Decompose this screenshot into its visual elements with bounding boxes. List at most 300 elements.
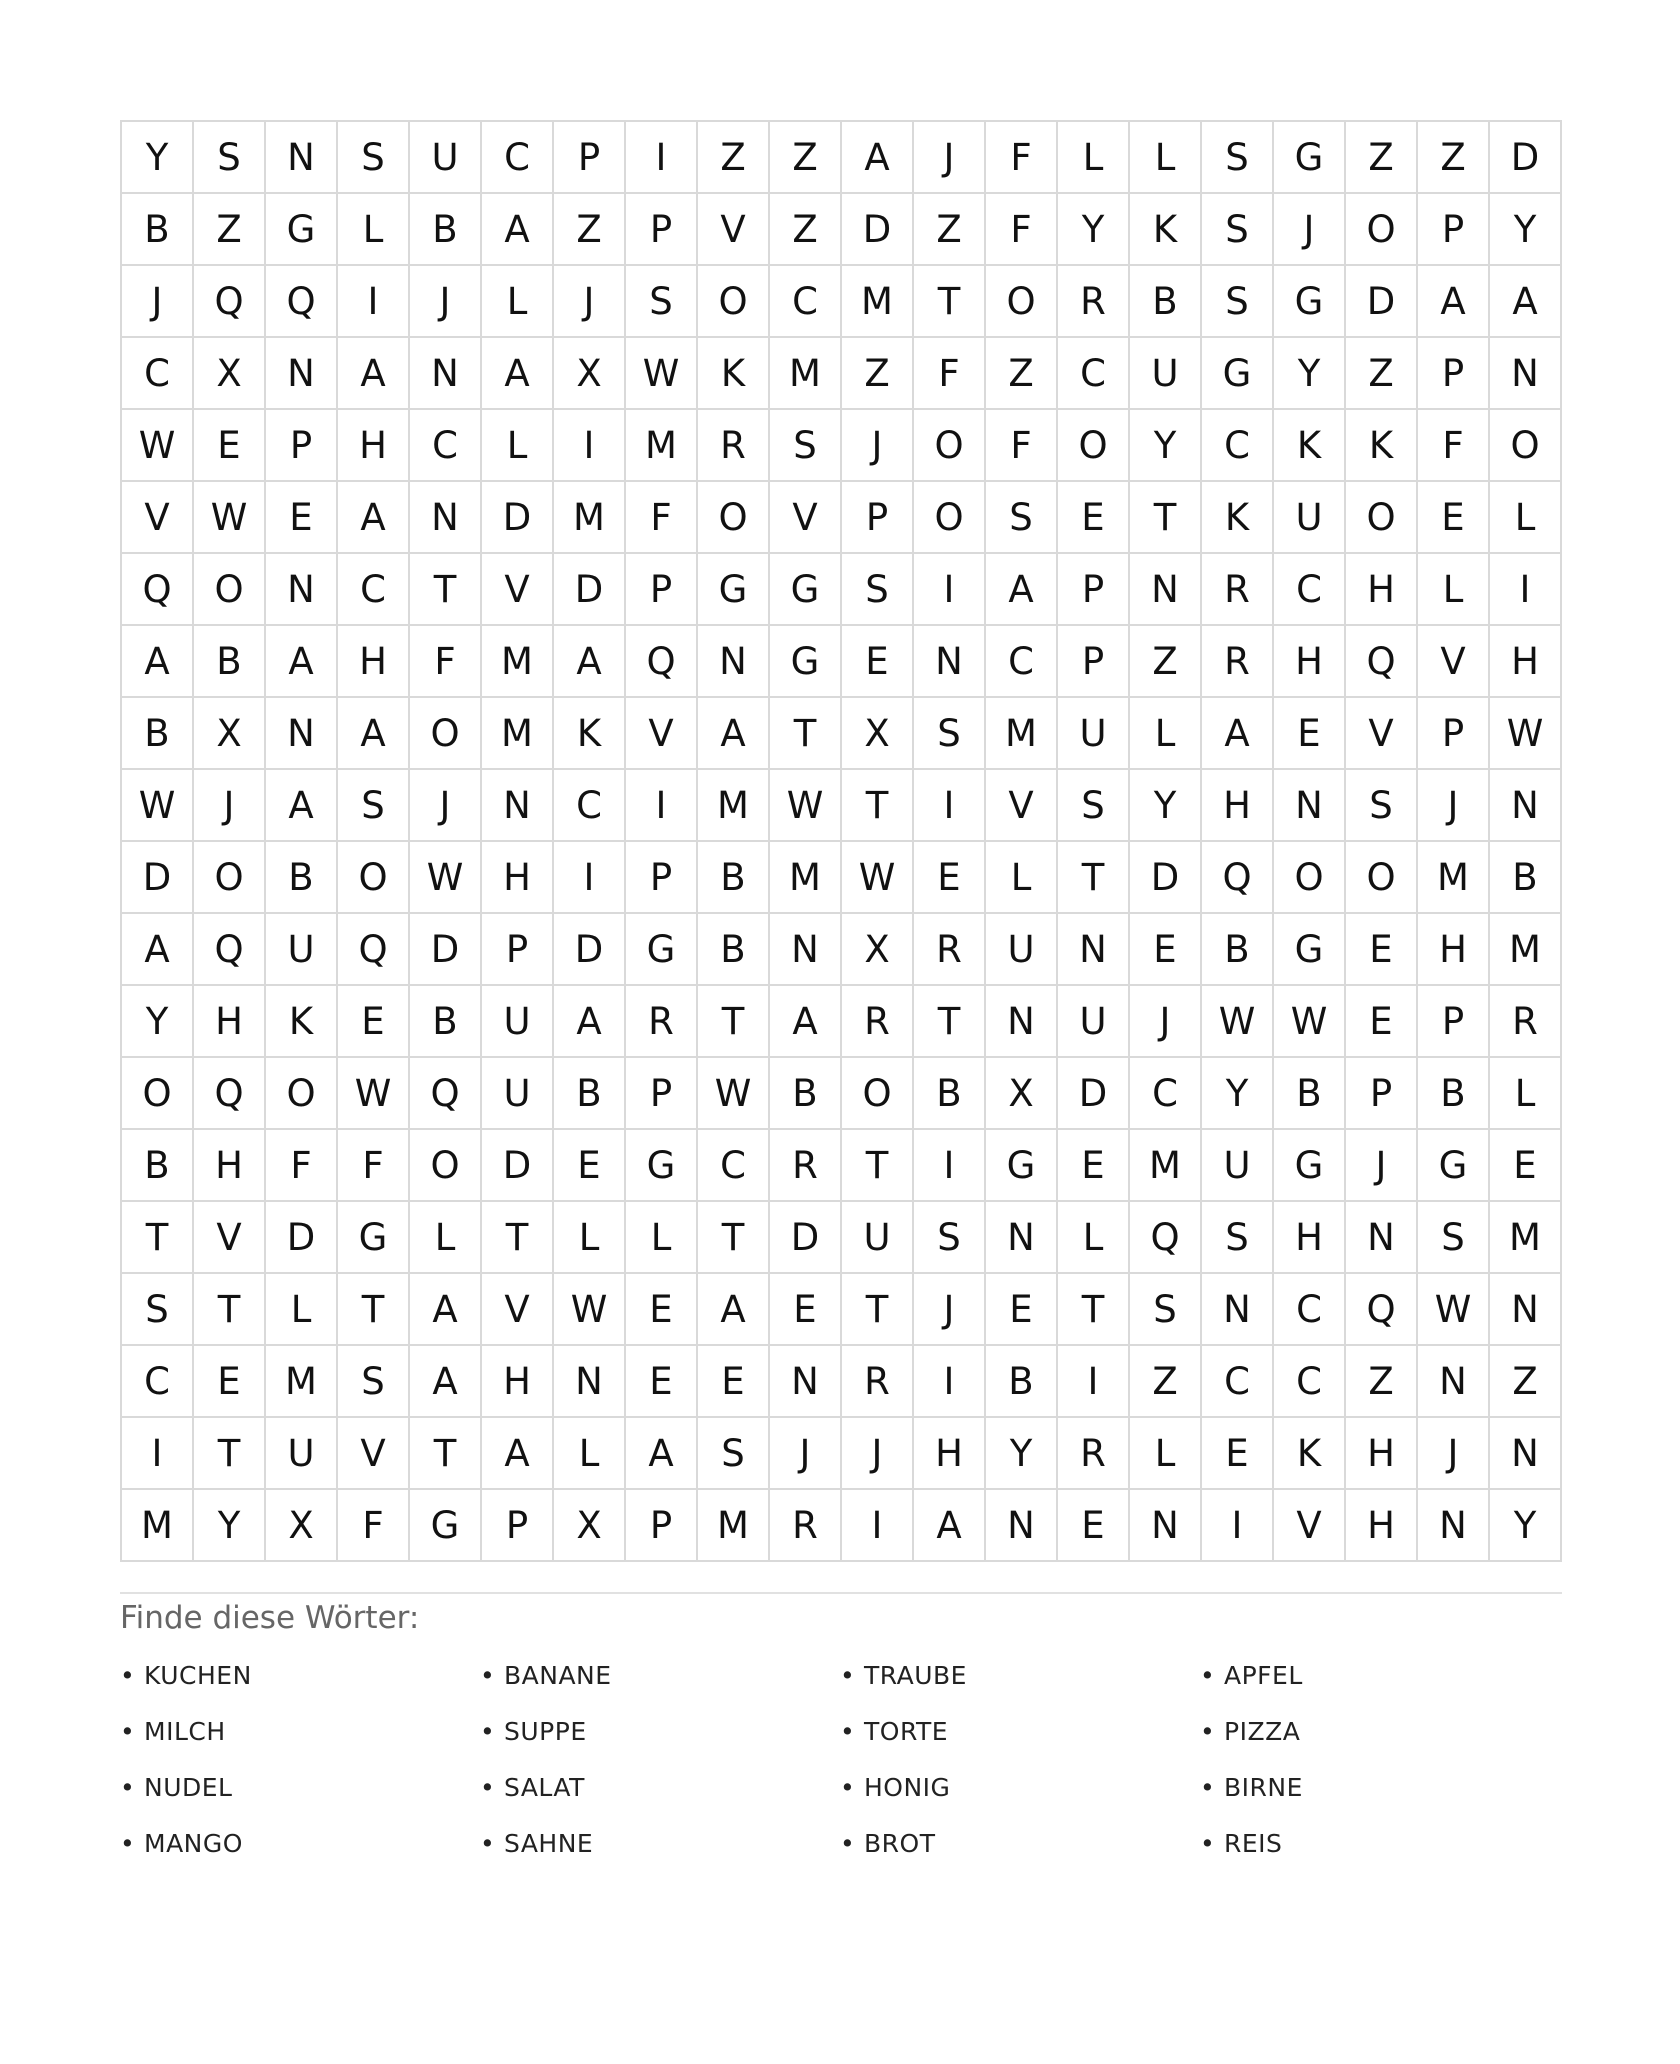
grid-cell[interactable]: P	[626, 1058, 698, 1130]
grid-cell[interactable]: Q	[194, 1058, 266, 1130]
grid-cell[interactable]: Y	[122, 122, 194, 194]
grid-cell[interactable]: R	[770, 1490, 842, 1562]
grid-cell[interactable]: N	[1490, 770, 1562, 842]
grid-cell[interactable]: B	[410, 194, 482, 266]
grid-cell[interactable]: U	[986, 914, 1058, 986]
grid-cell[interactable]: J	[122, 266, 194, 338]
grid-cell[interactable]: S	[1130, 1274, 1202, 1346]
grid-cell[interactable]: E	[1058, 1130, 1130, 1202]
grid-cell[interactable]: N	[1058, 914, 1130, 986]
grid-cell[interactable]: B	[554, 1058, 626, 1130]
grid-cell[interactable]: C	[122, 338, 194, 410]
grid-cell[interactable]: S	[1058, 770, 1130, 842]
grid-cell[interactable]: Y	[1202, 1058, 1274, 1130]
grid-cell[interactable]: K	[1130, 194, 1202, 266]
grid-cell[interactable]: Z	[1130, 1346, 1202, 1418]
grid-cell[interactable]: Y	[194, 1490, 266, 1562]
grid-cell[interactable]: P	[1418, 194, 1490, 266]
grid-cell[interactable]: C	[1274, 1274, 1346, 1346]
grid-cell[interactable]: S	[338, 770, 410, 842]
grid-cell[interactable]: G	[626, 1130, 698, 1202]
grid-cell[interactable]: A	[266, 770, 338, 842]
grid-cell[interactable]: A	[626, 1418, 698, 1490]
grid-cell[interactable]: R	[1058, 1418, 1130, 1490]
grid-cell[interactable]: Z	[1346, 338, 1418, 410]
grid-cell[interactable]: L	[626, 1202, 698, 1274]
grid-cell[interactable]: H	[338, 626, 410, 698]
grid-cell[interactable]: A	[842, 122, 914, 194]
grid-cell[interactable]: N	[770, 914, 842, 986]
grid-cell[interactable]: M	[122, 1490, 194, 1562]
grid-cell[interactable]: D	[266, 1202, 338, 1274]
grid-cell[interactable]: P	[1418, 986, 1490, 1058]
grid-cell[interactable]: I	[914, 770, 986, 842]
grid-cell[interactable]: S	[122, 1274, 194, 1346]
grid-cell[interactable]: L	[1058, 1202, 1130, 1274]
grid-cell[interactable]: A	[338, 482, 410, 554]
grid-cell[interactable]: O	[266, 1058, 338, 1130]
grid-cell[interactable]: B	[1130, 266, 1202, 338]
grid-cell[interactable]: P	[482, 914, 554, 986]
grid-cell[interactable]: S	[1346, 770, 1418, 842]
grid-cell[interactable]: E	[698, 1346, 770, 1418]
grid-cell[interactable]: Q	[122, 554, 194, 626]
grid-cell[interactable]: A	[482, 1418, 554, 1490]
grid-cell[interactable]: C	[1274, 554, 1346, 626]
grid-cell[interactable]: C	[482, 122, 554, 194]
grid-cell[interactable]: X	[266, 1490, 338, 1562]
grid-cell[interactable]: Q	[1346, 1274, 1418, 1346]
grid-cell[interactable]: D	[770, 1202, 842, 1274]
grid-cell[interactable]: G	[986, 1130, 1058, 1202]
grid-cell[interactable]: L	[1130, 1418, 1202, 1490]
grid-cell[interactable]: L	[1490, 482, 1562, 554]
grid-cell[interactable]: Z	[914, 194, 986, 266]
grid-cell[interactable]: F	[626, 482, 698, 554]
grid-cell[interactable]: A	[338, 338, 410, 410]
grid-cell[interactable]: A	[914, 1490, 986, 1562]
grid-cell[interactable]: W	[338, 1058, 410, 1130]
grid-cell[interactable]: I	[1202, 1490, 1274, 1562]
grid-cell[interactable]: J	[1274, 194, 1346, 266]
grid-cell[interactable]: S	[842, 554, 914, 626]
grid-cell[interactable]: U	[1130, 338, 1202, 410]
grid-cell[interactable]: N	[1490, 1274, 1562, 1346]
grid-cell[interactable]: Q	[194, 914, 266, 986]
grid-cell[interactable]: J	[914, 122, 986, 194]
grid-cell[interactable]: V	[338, 1418, 410, 1490]
grid-cell[interactable]: I	[626, 122, 698, 194]
grid-cell[interactable]: O	[410, 1130, 482, 1202]
grid-cell[interactable]: Y	[986, 1418, 1058, 1490]
grid-cell[interactable]: L	[554, 1202, 626, 1274]
grid-cell[interactable]: E	[1058, 482, 1130, 554]
grid-cell[interactable]: N	[1130, 1490, 1202, 1562]
grid-cell[interactable]: B	[914, 1058, 986, 1130]
grid-cell[interactable]: B	[194, 626, 266, 698]
grid-cell[interactable]: Y	[1274, 338, 1346, 410]
grid-cell[interactable]: I	[626, 770, 698, 842]
grid-cell[interactable]: S	[1202, 194, 1274, 266]
grid-cell[interactable]: R	[770, 1130, 842, 1202]
grid-cell[interactable]: T	[842, 1130, 914, 1202]
grid-cell[interactable]: A	[986, 554, 1058, 626]
grid-cell[interactable]: G	[338, 1202, 410, 1274]
grid-cell[interactable]: W	[1490, 698, 1562, 770]
grid-cell[interactable]: B	[698, 842, 770, 914]
grid-cell[interactable]: M	[1490, 914, 1562, 986]
grid-cell[interactable]: T	[1058, 1274, 1130, 1346]
grid-cell[interactable]: C	[338, 554, 410, 626]
grid-cell[interactable]: V	[626, 698, 698, 770]
grid-cell[interactable]: D	[122, 842, 194, 914]
grid-cell[interactable]: O	[122, 1058, 194, 1130]
grid-cell[interactable]: D	[482, 1130, 554, 1202]
grid-cell[interactable]: B	[698, 914, 770, 986]
grid-cell[interactable]: O	[194, 842, 266, 914]
grid-cell[interactable]: O	[1490, 410, 1562, 482]
grid-cell[interactable]: N	[1418, 1346, 1490, 1418]
grid-cell[interactable]: U	[266, 914, 338, 986]
grid-cell[interactable]: J	[410, 770, 482, 842]
grid-cell[interactable]: J	[194, 770, 266, 842]
grid-cell[interactable]: L	[1130, 122, 1202, 194]
grid-cell[interactable]: B	[1418, 1058, 1490, 1130]
grid-cell[interactable]: T	[770, 698, 842, 770]
grid-cell[interactable]: F	[986, 194, 1058, 266]
grid-cell[interactable]: M	[482, 626, 554, 698]
grid-cell[interactable]: M	[266, 1346, 338, 1418]
grid-cell[interactable]: N	[1490, 1418, 1562, 1490]
grid-cell[interactable]: R	[1202, 626, 1274, 698]
grid-cell[interactable]: Z	[1346, 122, 1418, 194]
grid-cell[interactable]: N	[1202, 1274, 1274, 1346]
grid-cell[interactable]: N	[1346, 1202, 1418, 1274]
grid-cell[interactable]: O	[338, 842, 410, 914]
grid-cell[interactable]: U	[1058, 698, 1130, 770]
grid-cell[interactable]: T	[698, 1202, 770, 1274]
grid-cell[interactable]: Q	[338, 914, 410, 986]
grid-cell[interactable]: L	[1418, 554, 1490, 626]
grid-cell[interactable]: T	[410, 1418, 482, 1490]
grid-cell[interactable]: W	[1274, 986, 1346, 1058]
grid-cell[interactable]: T	[1058, 842, 1130, 914]
grid-cell[interactable]: M	[842, 266, 914, 338]
grid-cell[interactable]: A	[554, 986, 626, 1058]
grid-cell[interactable]: N	[410, 482, 482, 554]
grid-cell[interactable]: I	[914, 554, 986, 626]
grid-cell[interactable]: X	[194, 698, 266, 770]
grid-cell[interactable]: N	[1418, 1490, 1490, 1562]
grid-cell[interactable]: G	[770, 626, 842, 698]
grid-cell[interactable]: N	[410, 338, 482, 410]
grid-cell[interactable]: C	[410, 410, 482, 482]
grid-cell[interactable]: P	[842, 482, 914, 554]
grid-cell[interactable]: N	[986, 1202, 1058, 1274]
grid-cell[interactable]: B	[1202, 914, 1274, 986]
grid-cell[interactable]: P	[626, 842, 698, 914]
grid-cell[interactable]: A	[482, 194, 554, 266]
grid-cell[interactable]: E	[194, 1346, 266, 1418]
grid-cell[interactable]: P	[1058, 554, 1130, 626]
grid-cell[interactable]: W	[1202, 986, 1274, 1058]
grid-cell[interactable]: I	[1490, 554, 1562, 626]
grid-cell[interactable]: G	[626, 914, 698, 986]
grid-cell[interactable]: F	[338, 1490, 410, 1562]
grid-cell[interactable]: O	[914, 482, 986, 554]
grid-cell[interactable]: T	[842, 1274, 914, 1346]
grid-cell[interactable]: N	[266, 338, 338, 410]
grid-cell[interactable]: G	[1274, 266, 1346, 338]
grid-cell[interactable]: H	[1346, 1490, 1418, 1562]
grid-cell[interactable]: Q	[1202, 842, 1274, 914]
grid-cell[interactable]: Y	[1490, 194, 1562, 266]
grid-cell[interactable]: D	[410, 914, 482, 986]
grid-cell[interactable]: W	[1418, 1274, 1490, 1346]
grid-cell[interactable]: Z	[1490, 1346, 1562, 1418]
grid-cell[interactable]: M	[1418, 842, 1490, 914]
grid-cell[interactable]: Y	[1490, 1490, 1562, 1562]
grid-cell[interactable]: I	[1058, 1346, 1130, 1418]
grid-cell[interactable]: S	[1202, 1202, 1274, 1274]
grid-cell[interactable]: G	[266, 194, 338, 266]
grid-cell[interactable]: Z	[554, 194, 626, 266]
grid-cell[interactable]: W	[554, 1274, 626, 1346]
grid-cell[interactable]: F	[986, 410, 1058, 482]
grid-cell[interactable]: B	[122, 1130, 194, 1202]
grid-cell[interactable]: X	[842, 914, 914, 986]
grid-cell[interactable]: F	[914, 338, 986, 410]
grid-cell[interactable]: J	[914, 1274, 986, 1346]
grid-cell[interactable]: G	[698, 554, 770, 626]
grid-cell[interactable]: V	[770, 482, 842, 554]
grid-cell[interactable]: B	[770, 1058, 842, 1130]
grid-cell[interactable]: O	[1346, 194, 1418, 266]
grid-cell[interactable]: Z	[1346, 1346, 1418, 1418]
grid-cell[interactable]: P	[482, 1490, 554, 1562]
grid-cell[interactable]: D	[554, 914, 626, 986]
grid-cell[interactable]: B	[122, 194, 194, 266]
grid-cell[interactable]: C	[1130, 1058, 1202, 1130]
grid-cell[interactable]: V	[698, 194, 770, 266]
grid-cell[interactable]: C	[986, 626, 1058, 698]
grid-cell[interactable]: Q	[1130, 1202, 1202, 1274]
grid-cell[interactable]: F	[1418, 410, 1490, 482]
grid-cell[interactable]: N	[986, 986, 1058, 1058]
grid-cell[interactable]: E	[554, 1130, 626, 1202]
grid-cell[interactable]: T	[914, 266, 986, 338]
grid-cell[interactable]: X	[554, 338, 626, 410]
grid-cell[interactable]: P	[266, 410, 338, 482]
grid-cell[interactable]: C	[122, 1346, 194, 1418]
grid-cell[interactable]: I	[842, 1490, 914, 1562]
grid-cell[interactable]: U	[482, 986, 554, 1058]
grid-cell[interactable]: S	[914, 1202, 986, 1274]
grid-cell[interactable]: E	[1346, 986, 1418, 1058]
grid-cell[interactable]: N	[914, 626, 986, 698]
grid-cell[interactable]: Y	[1130, 770, 1202, 842]
grid-cell[interactable]: J	[842, 410, 914, 482]
grid-cell[interactable]: G	[1274, 914, 1346, 986]
grid-cell[interactable]: S	[986, 482, 1058, 554]
grid-cell[interactable]: C	[1058, 338, 1130, 410]
grid-cell[interactable]: N	[554, 1346, 626, 1418]
grid-cell[interactable]: K	[698, 338, 770, 410]
grid-cell[interactable]: P	[1058, 626, 1130, 698]
grid-cell[interactable]: N	[770, 1346, 842, 1418]
grid-cell[interactable]: T	[410, 554, 482, 626]
grid-cell[interactable]: F	[338, 1130, 410, 1202]
grid-cell[interactable]: L	[338, 194, 410, 266]
grid-cell[interactable]: X	[554, 1490, 626, 1562]
grid-cell[interactable]: P	[626, 554, 698, 626]
grid-cell[interactable]: M	[554, 482, 626, 554]
grid-cell[interactable]: X	[986, 1058, 1058, 1130]
grid-cell[interactable]: L	[482, 410, 554, 482]
grid-cell[interactable]: E	[266, 482, 338, 554]
grid-cell[interactable]: H	[194, 1130, 266, 1202]
grid-cell[interactable]: P	[554, 122, 626, 194]
grid-cell[interactable]: D	[842, 194, 914, 266]
grid-cell[interactable]: J	[410, 266, 482, 338]
grid-cell[interactable]: Y	[1058, 194, 1130, 266]
grid-cell[interactable]: V	[1346, 698, 1418, 770]
grid-cell[interactable]: E	[1346, 914, 1418, 986]
grid-cell[interactable]: N	[482, 770, 554, 842]
grid-cell[interactable]: M	[770, 842, 842, 914]
grid-cell[interactable]: A	[338, 698, 410, 770]
grid-cell[interactable]: Q	[410, 1058, 482, 1130]
grid-cell[interactable]: M	[986, 698, 1058, 770]
grid-cell[interactable]: L	[554, 1418, 626, 1490]
grid-cell[interactable]: H	[1490, 626, 1562, 698]
grid-cell[interactable]: D	[1130, 842, 1202, 914]
grid-cell[interactable]: M	[1490, 1202, 1562, 1274]
grid-cell[interactable]: C	[770, 266, 842, 338]
grid-cell[interactable]: A	[698, 698, 770, 770]
grid-cell[interactable]: C	[698, 1130, 770, 1202]
grid-cell[interactable]: L	[1130, 698, 1202, 770]
grid-cell[interactable]: H	[1274, 1202, 1346, 1274]
grid-cell[interactable]: O	[194, 554, 266, 626]
grid-cell[interactable]: E	[1418, 482, 1490, 554]
grid-cell[interactable]: M	[1130, 1130, 1202, 1202]
grid-cell[interactable]: O	[698, 482, 770, 554]
grid-cell[interactable]: O	[698, 266, 770, 338]
grid-cell[interactable]: J	[770, 1418, 842, 1490]
grid-cell[interactable]: Z	[770, 122, 842, 194]
grid-cell[interactable]: A	[1418, 266, 1490, 338]
grid-cell[interactable]: V	[986, 770, 1058, 842]
grid-cell[interactable]: D	[1346, 266, 1418, 338]
grid-cell[interactable]: I	[554, 842, 626, 914]
grid-cell[interactable]: S	[1202, 266, 1274, 338]
grid-cell[interactable]: H	[482, 1346, 554, 1418]
grid-cell[interactable]: M	[482, 698, 554, 770]
grid-cell[interactable]: B	[1490, 842, 1562, 914]
grid-cell[interactable]: U	[1274, 482, 1346, 554]
grid-cell[interactable]: E	[986, 1274, 1058, 1346]
grid-cell[interactable]: A	[410, 1346, 482, 1418]
grid-cell[interactable]: W	[698, 1058, 770, 1130]
grid-cell[interactable]: E	[194, 410, 266, 482]
grid-cell[interactable]: B	[986, 1346, 1058, 1418]
grid-cell[interactable]: Q	[194, 266, 266, 338]
grid-cell[interactable]: L	[410, 1202, 482, 1274]
grid-cell[interactable]: A	[698, 1274, 770, 1346]
grid-cell[interactable]: Z	[1130, 626, 1202, 698]
grid-cell[interactable]: X	[842, 698, 914, 770]
grid-cell[interactable]: Y	[1130, 410, 1202, 482]
grid-cell[interactable]: L	[266, 1274, 338, 1346]
grid-cell[interactable]: B	[266, 842, 338, 914]
grid-cell[interactable]: Z	[194, 194, 266, 266]
grid-cell[interactable]: N	[698, 626, 770, 698]
grid-cell[interactable]: E	[626, 1274, 698, 1346]
grid-cell[interactable]: Z	[842, 338, 914, 410]
grid-cell[interactable]: U	[1058, 986, 1130, 1058]
grid-cell[interactable]: J	[1418, 1418, 1490, 1490]
grid-cell[interactable]: P	[1418, 698, 1490, 770]
grid-cell[interactable]: E	[1202, 1418, 1274, 1490]
grid-cell[interactable]: Z	[986, 338, 1058, 410]
grid-cell[interactable]: V	[482, 1274, 554, 1346]
grid-cell[interactable]: D	[1490, 122, 1562, 194]
grid-cell[interactable]: A	[1490, 266, 1562, 338]
grid-cell[interactable]: N	[266, 698, 338, 770]
grid-cell[interactable]: A	[266, 626, 338, 698]
grid-cell[interactable]: V	[194, 1202, 266, 1274]
grid-cell[interactable]: H	[1346, 554, 1418, 626]
grid-cell[interactable]: K	[1274, 1418, 1346, 1490]
grid-cell[interactable]: R	[842, 1346, 914, 1418]
grid-cell[interactable]: W	[770, 770, 842, 842]
grid-cell[interactable]: N	[1130, 554, 1202, 626]
grid-cell[interactable]: R	[914, 914, 986, 986]
grid-cell[interactable]: V	[1418, 626, 1490, 698]
grid-cell[interactable]: A	[482, 338, 554, 410]
grid-cell[interactable]: T	[482, 1202, 554, 1274]
grid-cell[interactable]: L	[986, 842, 1058, 914]
grid-cell[interactable]: N	[1274, 770, 1346, 842]
grid-cell[interactable]: O	[410, 698, 482, 770]
grid-cell[interactable]: U	[266, 1418, 338, 1490]
grid-cell[interactable]: Q	[1346, 626, 1418, 698]
grid-cell[interactable]: W	[122, 410, 194, 482]
grid-cell[interactable]: G	[770, 554, 842, 626]
grid-cell[interactable]: B	[1274, 1058, 1346, 1130]
grid-cell[interactable]: E	[1490, 1130, 1562, 1202]
grid-cell[interactable]: R	[626, 986, 698, 1058]
grid-cell[interactable]: N	[266, 554, 338, 626]
grid-cell[interactable]: L	[1490, 1058, 1562, 1130]
grid-cell[interactable]: O	[1274, 842, 1346, 914]
grid-cell[interactable]: G	[1418, 1130, 1490, 1202]
grid-cell[interactable]: V	[482, 554, 554, 626]
grid-cell[interactable]: M	[626, 410, 698, 482]
grid-cell[interactable]: C	[554, 770, 626, 842]
grid-cell[interactable]: D	[1058, 1058, 1130, 1130]
grid-cell[interactable]: W	[410, 842, 482, 914]
grid-cell[interactable]: H	[1346, 1418, 1418, 1490]
grid-cell[interactable]: W	[122, 770, 194, 842]
grid-cell[interactable]: G	[1274, 122, 1346, 194]
grid-cell[interactable]: J	[842, 1418, 914, 1490]
grid-cell[interactable]: Z	[770, 194, 842, 266]
grid-cell[interactable]: B	[410, 986, 482, 1058]
grid-cell[interactable]: U	[842, 1202, 914, 1274]
grid-cell[interactable]: N	[266, 122, 338, 194]
